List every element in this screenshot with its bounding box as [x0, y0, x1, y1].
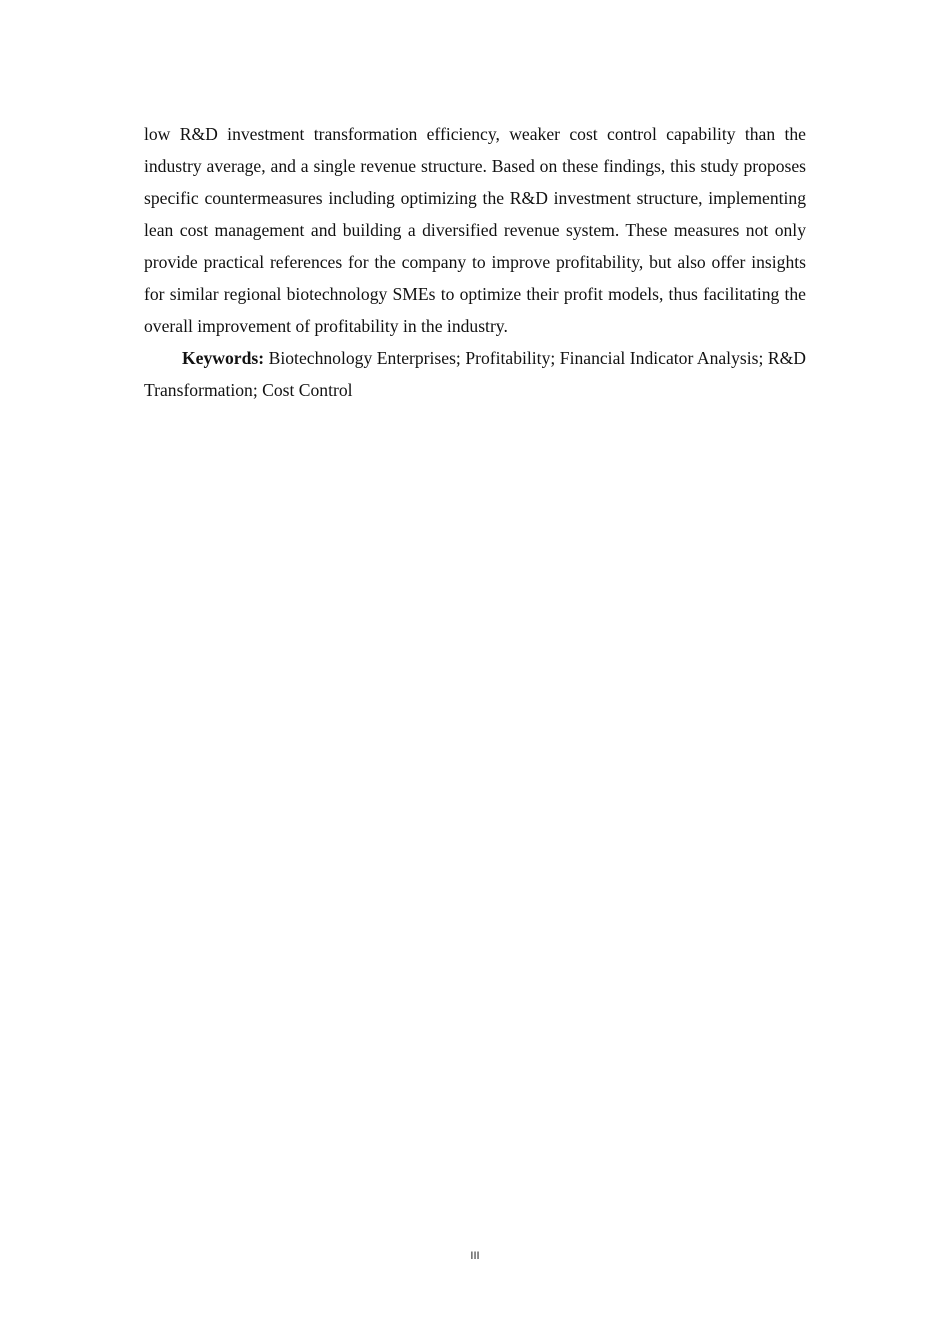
abstract-paragraph: low R&D investment transformation efficiency, weaker cost control capability than the industry average, and a single revenue structure. Based on these findings, this study proposes specific countermeasures including optimizing the R&D investment structure, implementing lean cost management and building a diversified revenue system. These measures not only provide practical references for the company to improve profitability, but also offer insights for similar regional biotechnology SMEs to optimize their profit models, thus facilitating the overall improvement of profitability in the industry. [144, 124, 806, 336]
abstract-body [144, 118, 806, 406]
page-number: III [470, 1250, 480, 1262]
keywords-text: Biotechnology Enterprises; Profitability; Financial Indicator Analysis; R&D Transformation; Cost Control [144, 348, 806, 400]
keywords-line [144, 342, 806, 406]
keywords-label: Keywords: [182, 348, 265, 368]
